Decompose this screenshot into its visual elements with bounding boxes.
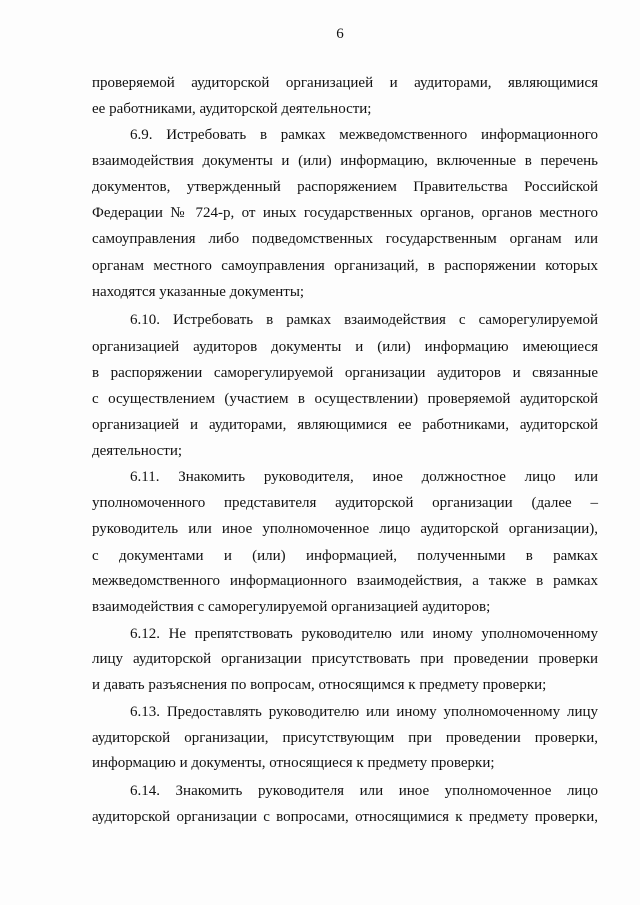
text-line: аудиторской организации, присутствующим при проведении проверки, bbox=[92, 730, 598, 746]
text-line: организацией аудиторов документы и (или) информацию имеющиеся bbox=[92, 339, 598, 355]
text-line: и давать разъяснения по вопросам, относящимся к предмету проверки; bbox=[92, 677, 547, 693]
text-line: ее работниками, аудиторской деятельности; bbox=[92, 101, 372, 117]
text-line: документов, утвержденный распоряжением Правительства Российской bbox=[92, 179, 598, 195]
text-line: взаимодействия с саморегулируемой организацией аудиторов; bbox=[92, 599, 491, 615]
text-line: аудиторской организации с вопросами, относящимися к предмету проверки, bbox=[92, 809, 598, 825]
text-line: взаимодействия документы и (или) информацию, включенные в перечень bbox=[92, 153, 598, 169]
paragraph-6-10-first-line: 6.10. Истребовать в рамках взаимодействия с саморегулируемой bbox=[130, 312, 598, 328]
text-line: межведомственного информационного взаимодействия, а также в рамках bbox=[92, 573, 598, 589]
text-line: органам местного самоуправления организаций, в распоряжении которых bbox=[92, 258, 598, 274]
text-line: лицу аудиторской организации присутствовать при проведении проверки bbox=[92, 651, 598, 667]
page-number: 6 bbox=[336, 26, 344, 42]
text-line: в распоряжении саморегулируемой организации аудиторов и связанные bbox=[92, 365, 598, 381]
text-line: проверяемой аудиторской организацией и аудиторами, являющимися bbox=[92, 75, 598, 91]
text-line: уполномоченного представителя аудиторской организации (далее – bbox=[92, 495, 598, 511]
paragraph-6-12-first-line: 6.12. Не препятствовать руководителю или иному уполномоченному bbox=[130, 626, 598, 642]
text-line: деятельности; bbox=[92, 443, 183, 459]
text-line: находятся указанные документы; bbox=[92, 284, 305, 300]
paragraph-6-9-first-line: 6.9. Истребовать в рамках межведомственного информационного bbox=[130, 127, 598, 143]
text-line: Федерации № 724-р, от иных государственных органов, органов местного bbox=[92, 205, 598, 221]
text-line: с документами и (или) информацией, полученными в рамках bbox=[92, 548, 598, 564]
text-line: руководитель или иное уполномоченное лицо аудиторской организации), bbox=[92, 521, 598, 537]
paragraph-6-13-first-line: 6.13. Предоставлять руководителю или иному уполномоченному лицу bbox=[130, 704, 598, 720]
text-line: самоуправления либо подведомственных государственным органам или bbox=[92, 231, 598, 247]
text-line: с осуществлением (участием в осуществлении) проверяемой аудиторской bbox=[92, 391, 598, 407]
text-line: информацию и документы, относящиеся к предмету проверки; bbox=[92, 755, 495, 771]
paragraph-6-11-first-line: 6.11. Знакомить руководителя, иное должностное лицо или bbox=[130, 469, 598, 485]
text-line: организацией и аудиторами, являющимися ее работниками, аудиторской bbox=[92, 417, 598, 433]
paragraph-6-14-first-line: 6.14. Знакомить руководителя или иное уполномоченное лицо bbox=[130, 783, 598, 799]
